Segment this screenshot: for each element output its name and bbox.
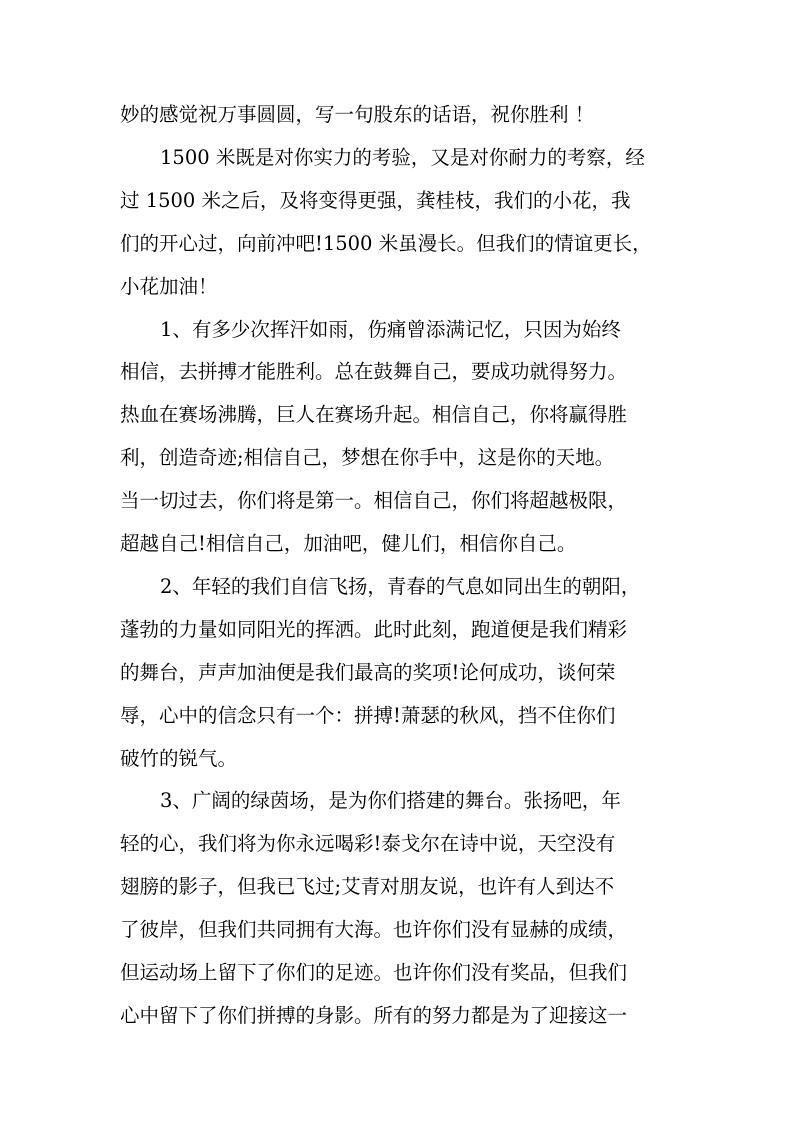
text-line: 破竹的锐气。 [120,747,238,770]
text-line: 心中留下了你们拼搏的身影。所有的努力都是为了迎接这一 [120,1004,628,1027]
paragraph-start-line: 1500 米既是对你实力的考验，又是对你耐力的考察，经 [160,146,645,169]
text-line: 过 1500 米之后，及将变得更强，龚桂枝，我们的小花，我 [120,189,631,212]
text-line: 但运动场上留下了你们的足迹。也许你们没有奖品，但我们 [120,961,628,984]
text-line: 超越自己!相信自己，加油吧，健儿们，相信你自己。 [120,532,577,555]
text-line: 相信，去拼搏才能胜利。总在鼓舞自己，要成功就得努力。 [120,360,628,383]
text-line: 翅膀的影子，但我已飞过;艾青对朋友说，也许有人到达不 [120,875,615,898]
text-line: 们的开心过，向前冲吧!1500 米虽漫长。但我们的情谊更长， [120,232,652,255]
paragraph-start-line: 2、年轻的我们自信飞扬，青春的气息如同出生的朝阳， [160,575,641,598]
text-line: 利，创造奇迹;相信自己，梦想在你手中，这是你的天地。 [120,446,615,469]
text-line: 了彼岸，但我们共同拥有大海。也许你们没有显赫的成绩， [120,918,628,941]
paragraph-start-line: 3、广阔的绿茵场，是为你们搭建的舞台。张扬吧，年 [160,789,621,812]
text-line: 妙的感觉祝万事圆圆，写一句股东的话语，祝你胜利 ！ [120,103,595,126]
text-line: 当一切过去，你们将是第一。相信自己，你们将超越极限， [120,489,628,512]
text-line: 小花加油！ [120,275,218,298]
paragraph-start-line: 1、有多少次挥汗如雨，伤痛曾添满记忆，只因为始终 [160,318,621,341]
text-line: 的舞台，声声加油便是我们最高的奖项!论何成功，谈何荣 [120,661,616,684]
text-line: 热血在赛场沸腾，巨人在赛场升起。相信自己，你将赢得胜 [120,403,628,426]
text-line: 轻的心，我们将为你永远喝彩!泰戈尔在诗中说，天空没有 [120,832,616,855]
text-line: 辱，心中的信念只有一个：拼搏!萧瑟的秋风，挡不住你们 [120,704,616,727]
text-line: 蓬勃的力量如同阳光的挥洒。此时此刻，跑道便是我们精彩 [120,618,628,641]
